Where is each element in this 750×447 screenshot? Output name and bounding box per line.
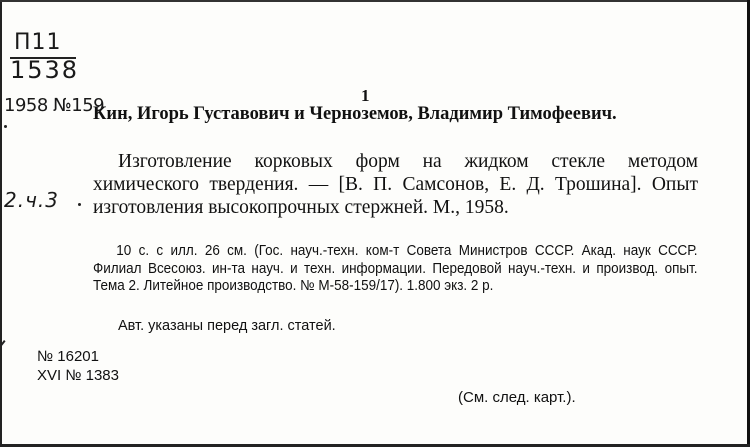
physical-description: 10 с. с илл. 26 см. (Гос. науч.-техн. ком-т Совета Министров СССР. Акад. наук СССР. Филиал Всесоюз. ин-та науч. и техн. информации. Передовой науч.-техн. и производ. опыт. Тема 2. Литейное производство. № М-58-159/17). 1.800 экз. 2 р. xyxy=(93,243,698,294)
inventory-number-1: № 16201 xyxy=(37,348,99,365)
scan-speck xyxy=(4,125,7,128)
card-number: 1 xyxy=(361,86,370,105)
card-edge-left xyxy=(0,0,2,447)
scan-speck xyxy=(78,203,81,206)
handwritten-year-number: 1958 №159 xyxy=(4,95,105,116)
author-heading: Кин, Игорь Густавович и Черноземов, Владимир Тимофеевич. xyxy=(93,104,617,124)
shelfmark-bottom: 1538 xyxy=(10,56,80,84)
inventory-number-2: XVI № 1383 xyxy=(37,367,119,384)
card-edge-top xyxy=(0,0,750,2)
handwritten-code: 2.ч.3 xyxy=(4,188,59,212)
authors-note: Авт. указаны перед загл. статей. xyxy=(118,318,336,334)
title-statement: Изготовление корковых форм на жидком стекле методом химического твердения. — [В. П. Самсонов, Е. Д. Трошина]. Опыт изготовления высокопрочных стержней. М., 1958. xyxy=(93,151,698,218)
shelfmark-top: П11 xyxy=(14,30,62,55)
continuation-note: (См. след. карт.). xyxy=(458,389,576,406)
